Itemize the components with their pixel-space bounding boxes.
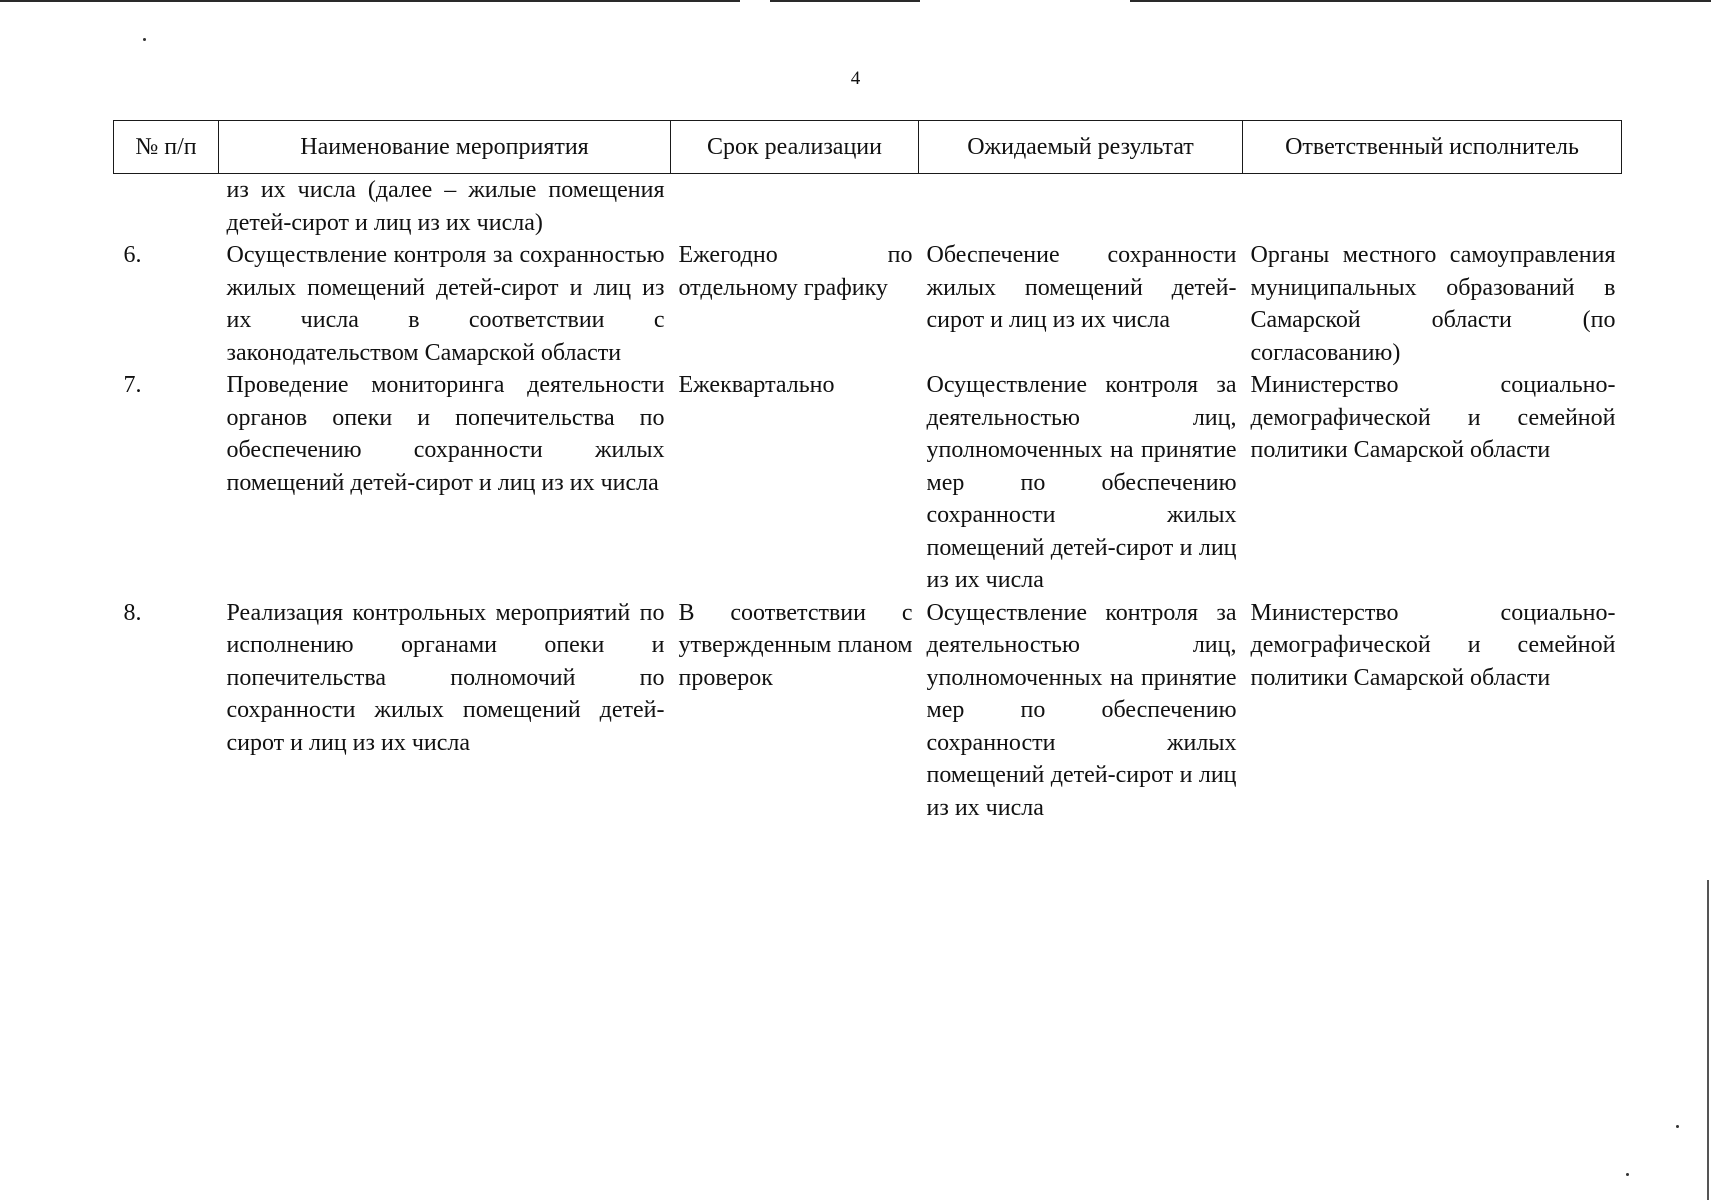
page-number: 4: [850, 68, 861, 89]
expected-result: [919, 174, 1243, 240]
row-number: 7.: [123, 372, 142, 398]
deadline: [671, 174, 919, 240]
table-row: [114, 597, 1622, 825]
expected-result: Обеспечение сохранности жилых помещений детей-сирот и лиц из их числа: [926, 242, 1237, 333]
deadline: Ежегодно по отдельному графику: [678, 242, 913, 301]
deadline: В соответствии с утвержденным планом проверок: [678, 599, 913, 691]
row-number: 8.: [123, 599, 142, 626]
scan-edge-line: [1707, 880, 1709, 1200]
activity-name: Проведение мониторинга деятельности органов опеки и попечительства по обеспечению сохранности жилых помещений детей-сирот и лиц из их числа: [226, 372, 665, 496]
expected-result: Осуществление контроля за деятельностью лиц, уполномоченных на принятие мер по обеспечению сохранности жилых помещений детей-сирот и лиц из их числа: [926, 599, 1237, 821]
header-expected-result: Ожидаемый результат: [919, 121, 1243, 174]
table-header: [114, 121, 1622, 174]
row-number: 6.: [123, 242, 142, 268]
header-deadline: Срок реализации: [671, 121, 919, 174]
activity-name: Осуществление контроля за сохранностью жилых помещений детей-сирот и лиц из их числа в соответствии с законодательством Самарской области: [226, 242, 665, 366]
responsible-executor: [1243, 174, 1622, 240]
deadline: Ежеквартально: [678, 372, 835, 398]
scan-edge-line: [0, 0, 740, 2]
header-activity-name: Наименование мероприятия: [219, 121, 671, 174]
scan-edge-line: [1130, 0, 1711, 2]
table-row: [114, 174, 1622, 240]
responsible-executor: Министерство социально-демографической и семейной политики Самарской области: [1250, 599, 1616, 691]
header-responsible-executor: Ответственный исполнитель: [1243, 121, 1622, 174]
header-row: [114, 121, 1622, 174]
row-number: [114, 174, 219, 240]
scan-edge-line: [770, 0, 920, 2]
table-row: [114, 369, 1622, 597]
scan-speck: [1626, 1173, 1629, 1176]
expected-result: Осуществление контроля за деятельностью лиц, уполномоченных на принятие мер по обеспечению сохранности жилых помещений детей-сирот и лиц из их числа: [926, 372, 1237, 593]
activities-table: [113, 120, 1622, 824]
table-row: [114, 239, 1622, 369]
activity-name: Реализация контрольных мероприятий по исполнению органами опеки и попечительства полномочий по сохранности жилых помещений детей-сирот и лиц из их числа: [226, 599, 665, 756]
responsible-executor: Органы местного самоуправления муниципальных образований в Самарской области (по согласованию): [1250, 242, 1616, 366]
scan-speck: [1676, 1125, 1679, 1128]
scan-speck: [143, 38, 146, 41]
header-number: № п/п: [114, 121, 219, 174]
activity-name: из их числа (далее – жилые помещения детей-сирот и лиц из их числа): [226, 177, 665, 236]
responsible-executor: Министерство социально-демографической и семейной политики Самарской области: [1250, 372, 1616, 463]
